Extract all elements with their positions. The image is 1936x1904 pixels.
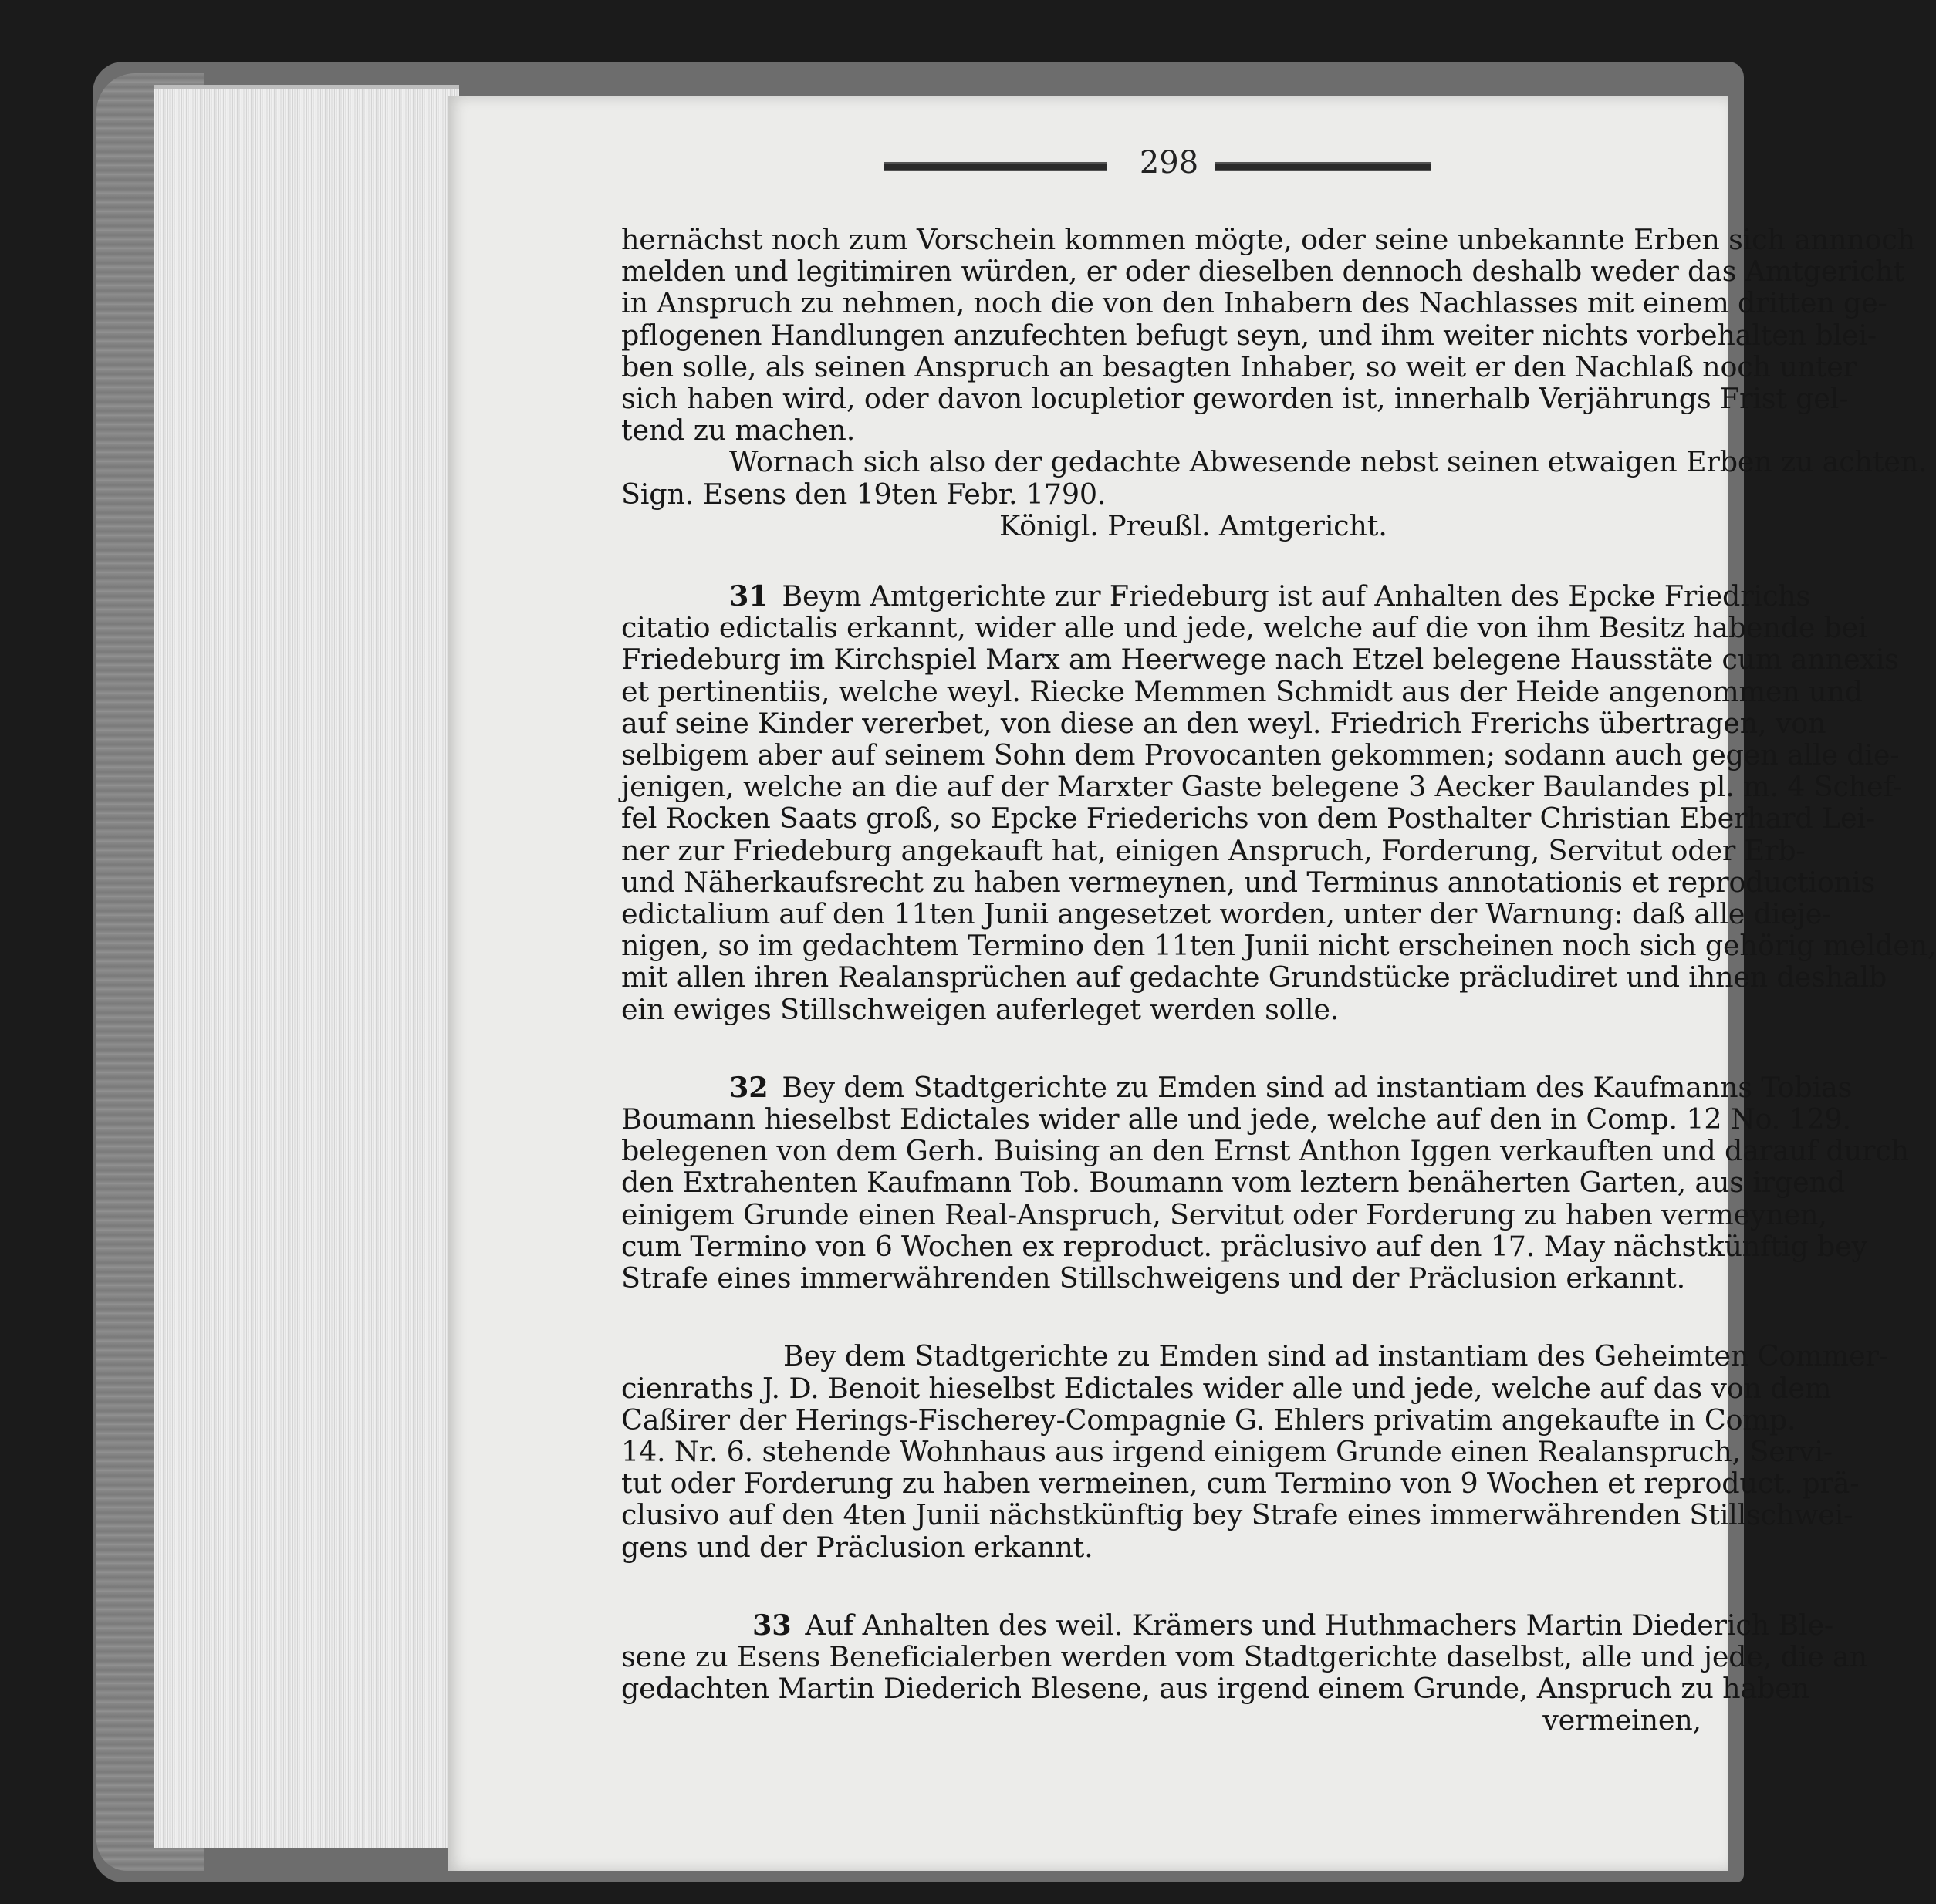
- text-line: tut oder Forderung zu haben vermeinen, cum Termino von 9 Wochen et reproduct. prä-: [621, 1467, 1860, 1501]
- text-line: fel Rocken Saats groß, so Epcke Friederichs von dem Posthalter Christian Eberhard Lei-: [621, 802, 1875, 836]
- text-line: belegenen von dem Gerh. Buising an den Ernst Anthon Iggen verkauften und darauf durch: [621, 1134, 1909, 1168]
- text-line: ben solle, als seinen Anspruch an besagten Inhaber, so weit er den Nachlaß noch unter: [621, 349, 1857, 383]
- entry-33: [621, 1608, 1867, 1737]
- text-line: et pertinentiis, welche weyl. Riecke Memmen Schmidt aus der Heide angenommen und: [621, 674, 1863, 708]
- text-line: ner zur Friedeburg angekauft hat, einigen Anspruch, Forderung, Servitut oder Erb-: [621, 833, 1806, 867]
- text-line: cienraths J. D. Benoit hieselbst Edictales wider alle und jede, welche auf das von dem: [621, 1371, 1832, 1405]
- text-line: Caßirer der Herings-Fischerey-Compagnie G. Ehlers privatim angekaufte in Comp.: [621, 1403, 1796, 1436]
- text-line: melden und legitimiren würden, er oder dieselben dennoch deshalb weder das Amtgericht: [621, 255, 1905, 289]
- text-line: und Näherkaufsrecht zu haben vermeynen, und Terminus annotationis et reproductionis: [621, 865, 1875, 899]
- page-body: [621, 223, 1936, 1737]
- catchword: vermeinen,: [1542, 1703, 1701, 1737]
- entry-first-line: [621, 1070, 1853, 1104]
- header-rule-right: [1215, 162, 1431, 171]
- text-line: sene zu Esens Beneficialerben werden vom Stadtgerichte daselbst, alle und jede, die an: [621, 1639, 1867, 1673]
- text-line: Boumann hieselbst Edictales wider alle und jede, welche auf den in Comp. 12 No. 129.: [621, 1102, 1851, 1136]
- entry-first-line: Bey dem Stadtgerichte zu Emden sind ad instantiam des Geheimten Commer-: [783, 1339, 1888, 1373]
- text-line: citatio edictalis erkannt, wider alle und jede, welche auf die von ihm Besitz habende bei: [621, 611, 1867, 645]
- continuation-paragraph: [621, 223, 1915, 447]
- text-line: Beym Amtgerichte zur Friedeburg ist auf Anhalten des Epcke Friedrichs: [782, 579, 1811, 613]
- text-line: clusivo auf den 4ten Junii nächstkünftig bey Strafe eines immerwährenden Stillschwei-: [621, 1498, 1853, 1532]
- text-line: Strafe eines immerwährenden Stillschweigens und der Präclusion erkannt.: [621, 1261, 1685, 1295]
- page-header: [884, 145, 1470, 191]
- text-line: cum Termino von 6 Wochen ex reproduct. präclusivo auf den 17. May nächstkünftig bey: [621, 1229, 1867, 1263]
- text-line: selbigem aber auf seinem Sohn dem Provocanten gekommen; sodann auch gegen alle die-: [621, 738, 1900, 772]
- text-line: einigem Grunde einen Real-Anspruch, Servitut oder Forderung zu haben vermeynen,: [621, 1197, 1827, 1231]
- entry-number: 33: [752, 1608, 792, 1642]
- text-line: hernächst noch zum Vorschein kommen mögte, oder seine unbekannte Erben sich annnoch: [621, 223, 1915, 256]
- header-rule-left: [884, 162, 1107, 171]
- text-line: sich haben wird, oder davon locupletior geworden ist, innerhalb Verjährungs Frist gel-: [621, 382, 1849, 416]
- text-line: Bey dem Stadtgerichte zu Emden sind ad instantiam des Kaufmanns Tobias: [782, 1070, 1853, 1104]
- text-line: Friedeburg im Kirchspiel Marx am Heerwege nach Etzel belegene Hausstäte cum annexis: [621, 643, 1899, 677]
- text-line: gens und der Präclusion erkannt.: [621, 1530, 1093, 1564]
- text-line: pflogenen Handlungen anzufechten befugt seyn, und ihm weiter nichts vorbehalten blei-: [621, 318, 1877, 352]
- text-line: mit allen ihren Realansprüchen auf gedachte Grundstücke präcludiret und ihnen deshalb: [621, 960, 1887, 994]
- entry-unnumbered: [621, 1339, 1888, 1564]
- text-line: Auf Anhalten des weil. Krämers und Huthmachers Martin Diederich Ble-: [805, 1608, 1833, 1642]
- entry-31: [621, 579, 1936, 1026]
- text-line: tend zu machen.: [621, 414, 856, 447]
- text-line: edictalium auf den 11ten Junii angesetzet worden, unter der Warnung: daß alle dieje-: [621, 897, 1832, 931]
- text-line: 14. Nr. 6. stehende Wohnhaus aus irgend einigem Grunde einen Realanspruch, Servi-: [621, 1434, 1833, 1468]
- page-stack-edges: [154, 85, 459, 1848]
- entry-first-line: [621, 579, 1811, 613]
- closing-paragraph: [621, 445, 1928, 511]
- page-number: 298: [1139, 145, 1199, 181]
- entry-32: [621, 1070, 1909, 1295]
- signature-line: Königl. Preußl. Amtgericht.: [999, 508, 1387, 542]
- text-line: Wornach sich also der gedachte Abwesende nebst seinen etwaigen Erben zu achten.: [729, 445, 1928, 479]
- text-line: nigen, so im gedachtem Termino den 11ten Junii nicht erscheinen noch sich gehörig melden,: [621, 929, 1936, 963]
- signature: [621, 510, 1717, 542]
- text-line: jenigen, welche an die auf der Marxter Gaste belegene 3 Aecker Baulandes pl. m. 4 Schef-: [621, 770, 1902, 804]
- entry-number: 32: [729, 1070, 769, 1104]
- text-line: gedachten Martin Diederich Blesene, aus irgend einem Grunde, Anspruch zu haben: [621, 1672, 1809, 1706]
- text-line: ein ewiges Stillschweigen auferleget werden solle.: [621, 992, 1340, 1026]
- text-line: den Extrahenten Kaufmann Tob. Boumann vom leztern benäherten Garten, aus irgend: [621, 1166, 1845, 1200]
- entry-number: 31: [729, 579, 769, 613]
- text-line: Sign. Esens den 19ten Febr. 1790.: [621, 477, 1107, 511]
- text-line: in Anspruch zu nehmen, noch die von den Inhabern des Nachlasses mit einem dritten ge-: [621, 286, 1887, 320]
- entry-first-line: [621, 1608, 1833, 1642]
- text-line: auf seine Kinder vererbet, von diese an den weyl. Friedrich Frerichs übertragen, von: [621, 706, 1826, 740]
